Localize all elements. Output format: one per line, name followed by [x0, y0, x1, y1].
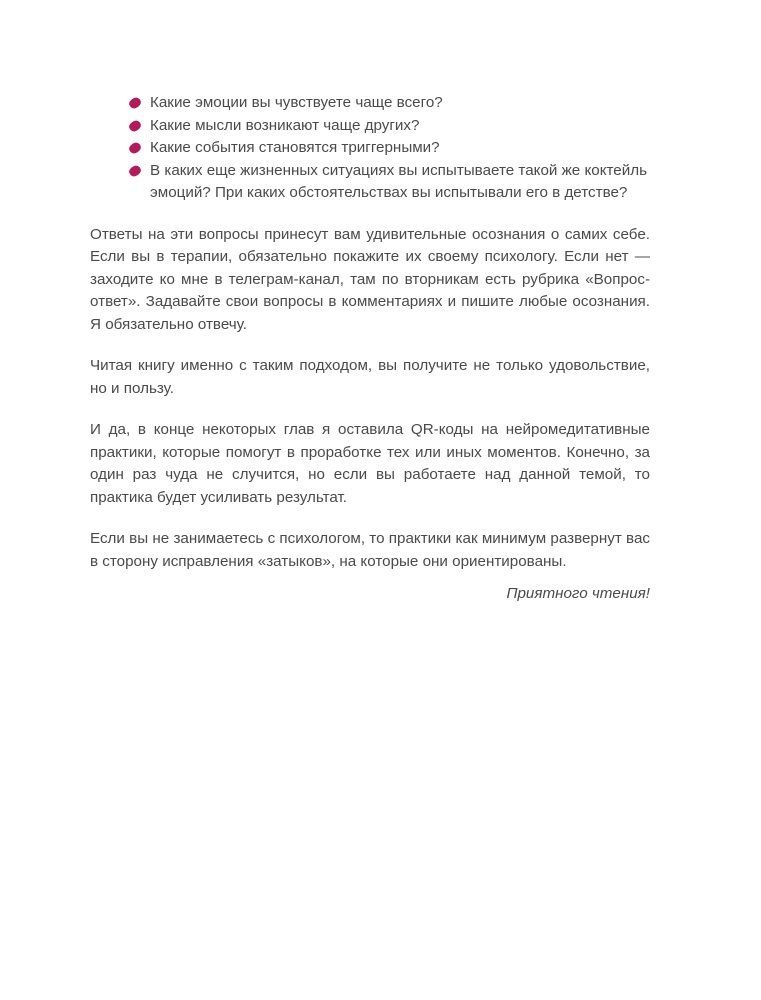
- closing-phrase: Приятного чтения!: [506, 585, 650, 602]
- bullet-icon: [128, 141, 143, 155]
- page-content: [90, 92, 650, 606]
- question-list: [128, 92, 650, 205]
- bullet-icon: [128, 96, 143, 110]
- question-text: Какие мысли возникают чаще других?: [150, 116, 420, 134]
- paragraph-qr-codes: И да, в конце некоторых глав я оставила QR-коды на нейромедитативные практики, которые помогут в проработке тех или иных моментов. Конечно, за один раз чуда не случится, но если вы работаете над данной темой, то практика будет усиливать результат.: [90, 421, 650, 506]
- list-item: [128, 92, 650, 115]
- paragraph-answers: Ответы на эти вопросы принесут вам удивительные осознания о самих себе. Если вы в терапии, обязательно покажите их своему психологу. Если нет — заходите ко мне в телеграм-канал, там по вторникам есть рубрика «Вопрос-ответ». Задавайте свои вопросы в комментариях и пишите любые осознания. Я обязательно отвечу.: [90, 225, 650, 333]
- bullet-icon: [128, 164, 143, 178]
- question-text: Какие события становятся триггерными?: [150, 139, 440, 156]
- list-item: [128, 115, 650, 138]
- question-text: Какие эмоции вы чувствуете чаще всего?: [150, 94, 443, 111]
- bullet-icon: [128, 119, 143, 133]
- paragraph-approach: Читая книгу именно с таким подходом, вы получите не только удовольствие, но и пользу.: [90, 357, 650, 397]
- paragraph-practices: Если вы не занимаетесь с психологом, то практики как минимум развернут вас в сторону исправления «затыков», на которые они ориентированы.: [90, 530, 650, 570]
- list-item: [128, 137, 650, 160]
- list-item: [128, 160, 650, 205]
- question-text: В каких еще жизненных ситуациях вы испытываете такой же коктейль эмоций? При каких обстоятельствах вы испытывали его в детстве?: [150, 161, 648, 201]
